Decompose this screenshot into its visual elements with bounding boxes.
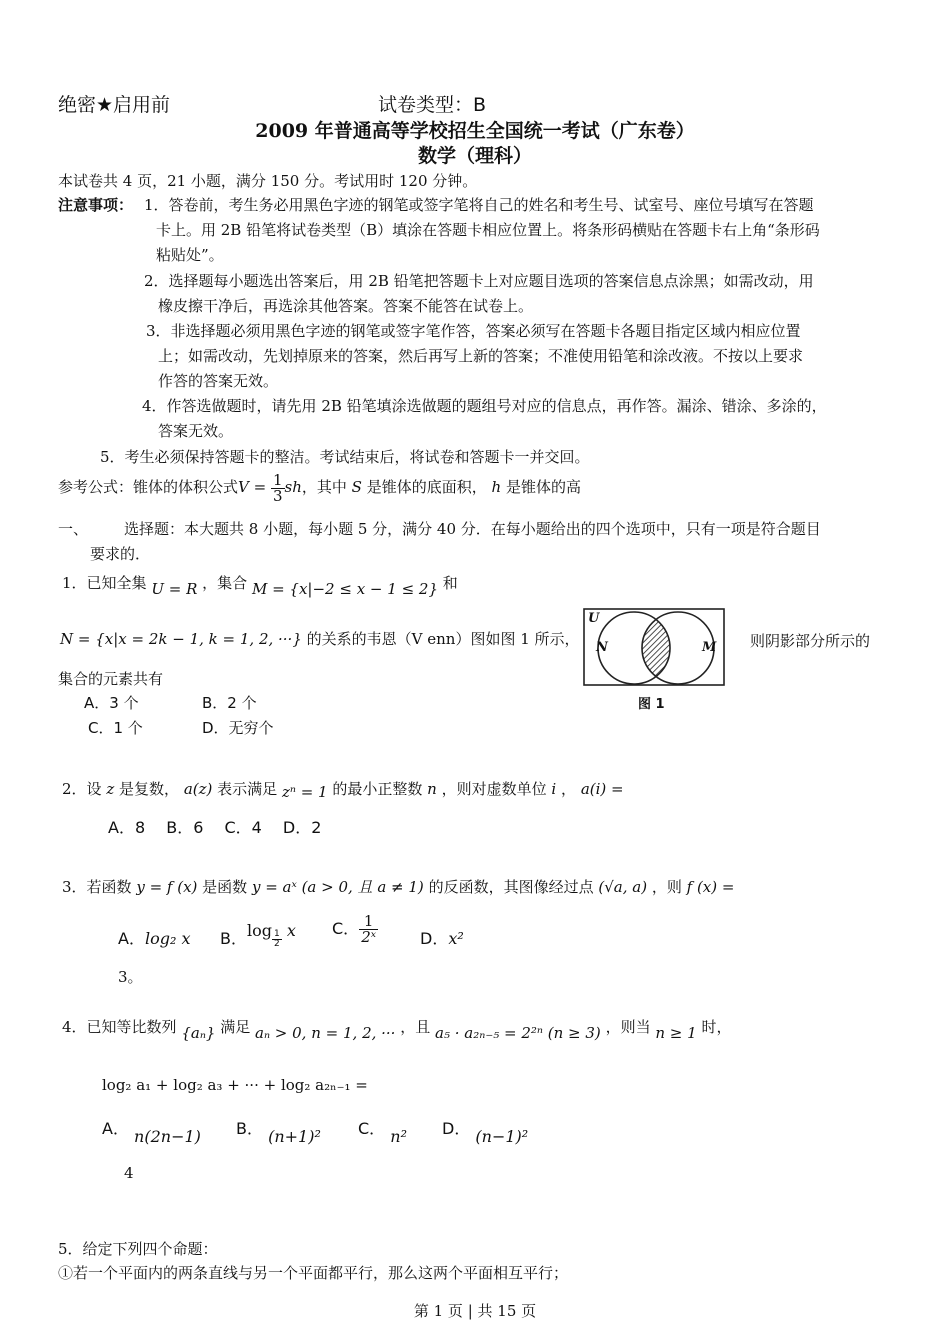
note-3-line-2: 上；如需改动，先划掉原来的答案，然后再写上新的答案；不准使用铅笔和涂改液。不按以上要求 [158,347,804,365]
q1-text-a: 1．已知全集 [62,574,147,592]
q2-text-b: 是复数， [119,780,180,798]
q4-option-B [236,1116,321,1146]
note-5: 5．考生必须保持答题卡的整洁。考试结束后，将试卷和答题卡一并交回。 [100,448,590,466]
q1-text-d: 的关系的韦恩（V enn）图如图 1 所示， [306,630,580,648]
formula-mid: ，其中 [301,478,347,496]
page-footer: 第 1 页 | 共 15 页 [413,1302,537,1320]
q3-point: (√a, a) [598,878,648,896]
q5-proposition-1: ①若一个平面内的两条直线与另一个平面都平行，那么这两个平面相互平行； [58,1264,569,1282]
question-4-stem [62,1016,732,1042]
question-3-stem [62,876,734,897]
q4-option-C [358,1116,407,1146]
q4-stray-mark: 4 [124,1164,134,1182]
q4-option-D-value: (n−1)² [475,1127,529,1146]
q2-z: z [106,780,115,798]
q1-text-b: ，集合 [202,574,248,592]
venn-caption: 图 1 [638,697,665,712]
q4-option-B-label: B． [236,1119,263,1138]
q1-option-A: A．3 个 [84,694,139,712]
note-4-line-2: 答案无效。 [158,422,234,440]
q1-set-U: U = R [151,580,198,598]
q4-n-range: n ≥ 1 [655,1024,697,1042]
q4-text-a: 4．已知等比数列 [62,1018,177,1036]
q4-option-A-label: A． [102,1119,129,1138]
q4-sequence: {aₙ} [181,1024,216,1042]
q3-option-A-value: log₂ x [144,929,191,948]
venn-label-N: N [596,640,608,655]
q3-text-c: 的反函数，其图像经过点 [428,878,594,896]
formula-num: 1 [272,470,283,489]
q4-text-b: 满足 [220,1018,251,1036]
formula-sh: sh [284,478,302,496]
q3-option-C-num: 1 [359,914,378,930]
q1-text-e: 则阴影部分所示的 [750,632,871,650]
q2-text-d: 的最小正整数 [332,780,423,798]
page-subtitle: 数学（理科） [417,145,532,167]
question-2-stem [62,778,624,799]
formula-desc1: 是锥体的底面积， [366,478,487,496]
q4-option-C-label: C． [358,1119,386,1138]
q2-az: a(z) [183,780,213,798]
q3-option-B [220,918,296,949]
note-1-line-2: 卡上。用 2B 铅笔将试卷类型（B）填涂在答题卡相应位置上。将条形码横贴在答题卡右上角“条形码 [156,221,820,239]
q2-text-a: 2．设 [62,780,102,798]
reference-formula [58,470,581,504]
note-3-line-1: 3．非选择题必须用黑色字迹的钢笔或签字笔作答，答案必须写在答题卡各题目指定区域内相应位置 [146,322,801,340]
q3-option-D-label: D． [420,929,449,948]
formula-den: 3 [272,486,283,505]
secret-label: 绝密★启用前 [58,94,171,116]
q1-option-C: C．1 个 [88,719,143,737]
q3-option-B-base-num: 1 [273,929,280,939]
q4-option-C-value: n² [390,1127,407,1146]
q1-text-c: 和 [442,574,458,592]
question-1-line-2 [60,628,580,649]
q3-option-C-den: 2ˣ [361,928,377,946]
venn-label-U: U [588,611,600,626]
q2-i: i [551,780,557,798]
q4-option-D-label: D． [442,1119,471,1138]
q3-text-a: 3．若函数 [62,878,132,896]
q1-set-N: N = {x|x = 2k − 1, k = 1, 2, ···} [60,630,302,648]
q4-expression: log₂ a₁ + log₂ a₃ + ··· + log₂ a₂ₙ₋₁ = [102,1076,368,1094]
q3-option-C-fraction [359,914,378,945]
formula-prefix: 参考公式：锥体的体积公式 [58,478,239,496]
note-4-line-1: 4．作答选做题时，请先用 2B 铅笔填涂选做题的题组号对应的信息点，再作答。漏涂、错涂、多涂的， [142,397,827,415]
q2-n: n [427,780,437,798]
q1-option-D: D．无穷个 [202,719,274,737]
q3-option-A-label: A． [118,929,145,948]
q2-options: A．8 B．6 C．4 D．2 [108,818,322,837]
formula-S: S [351,478,362,496]
q1-option-B: B．2 个 [202,694,257,712]
q1-set-M: M = {x|−2 ≤ x − 1 ≤ 2} [251,580,438,598]
note-3-line-3: 作答的答案无效。 [158,372,279,390]
q4-option-A [102,1116,201,1146]
section-instructions-line-1: 选择题：本大题共 8 小题，每小题 5 分，满分 40 分．在每小题给出的四个选项中，只有一项是符合题目 [124,520,821,538]
formula-desc2: 是锥体的高 [505,478,581,496]
q3-stray-mark: 3。 [118,968,143,986]
q3-option-C [332,914,378,945]
q2-text-e: ，则对虚数单位 [441,780,547,798]
question-1-line-1 [62,572,458,598]
paper-type: 试卷类型：B [378,94,487,116]
venn-label-M: M [702,640,717,655]
q4-condition: aₙ > 0, n = 1, 2, ··· [255,1024,396,1042]
q3-option-B-base-den: 2 [273,939,280,949]
q4-text-e: 时， [701,1018,732,1036]
q3-option-A [118,926,190,949]
q3-ya: y = aˣ (a > 0, 且 a ≠ 1) [251,878,424,896]
note-1-line-3: 粘贴处”。 [156,246,224,264]
q4-equation: a₅ · a₂ₙ₋₅ = 2²ⁿ (n ≥ 3) [435,1024,601,1042]
page-title: 2009 年普通高等学校招生全国统一考试（广东卷） [255,120,695,142]
note-1-line-1: 1．答卷前，考生务必用黑色字迹的钢笔或签字笔将自己的姓名和考生号、试室号、座位号填写在答题 [144,196,814,214]
q3-y: y = f (x) [136,878,198,896]
q4-text-d: ，则当 [605,1018,651,1036]
q3-fx: f (x) = [686,878,735,896]
q2-text-f: ， [561,780,577,798]
q3-option-B-base [272,930,282,949]
q4-option-B-value: (n+1)² [268,1127,321,1146]
q3-option-B-label: B． [220,929,247,948]
q1-text-f: 集合的元素共有 [58,670,164,688]
q3-option-C-label: C． [332,919,360,938]
intro-text: 本试卷共 4 页，21 小题，满分 150 分。考试用时 120 分钟。 [58,172,478,190]
section-number: 一、 [58,520,89,538]
q4-option-D [442,1116,529,1146]
q2-zn: zⁿ = 1 [281,783,328,801]
venn-diagram [582,607,726,711]
note-2-line-2: 橡皮擦干净后，再选涂其他答案。答案不能答在试卷上。 [158,297,534,315]
question-5-stem: 5．给定下列四个命题： [58,1240,218,1258]
notes-label: 注意事项： [58,196,134,214]
formula-h: h [491,478,502,496]
q3-option-D [420,926,464,949]
formula-eq: V = [238,478,267,496]
note-2-line-1: 2．选择题每小题选出答案后，用 2B 铅笔把答题卡上对应题目选项的答案信息点涂黑；如需改动，用 [144,272,814,290]
q3-text-d: ，则 [651,878,682,896]
formula-fraction [271,470,285,505]
q4-option-A-value: n(2n−1) [134,1127,201,1146]
q2-ai: a(i) = [580,780,624,798]
q3-option-B-x: x [286,921,296,940]
q3-option-B-log: log [246,921,272,940]
q3-text-b: 是函数 [202,878,248,896]
section-instructions-line-2: 要求的． [90,545,151,563]
q3-option-D-value: x² [448,929,464,948]
q4-text-c: ，且 [400,1018,431,1036]
q2-text-c: 表示满足 [217,780,278,798]
